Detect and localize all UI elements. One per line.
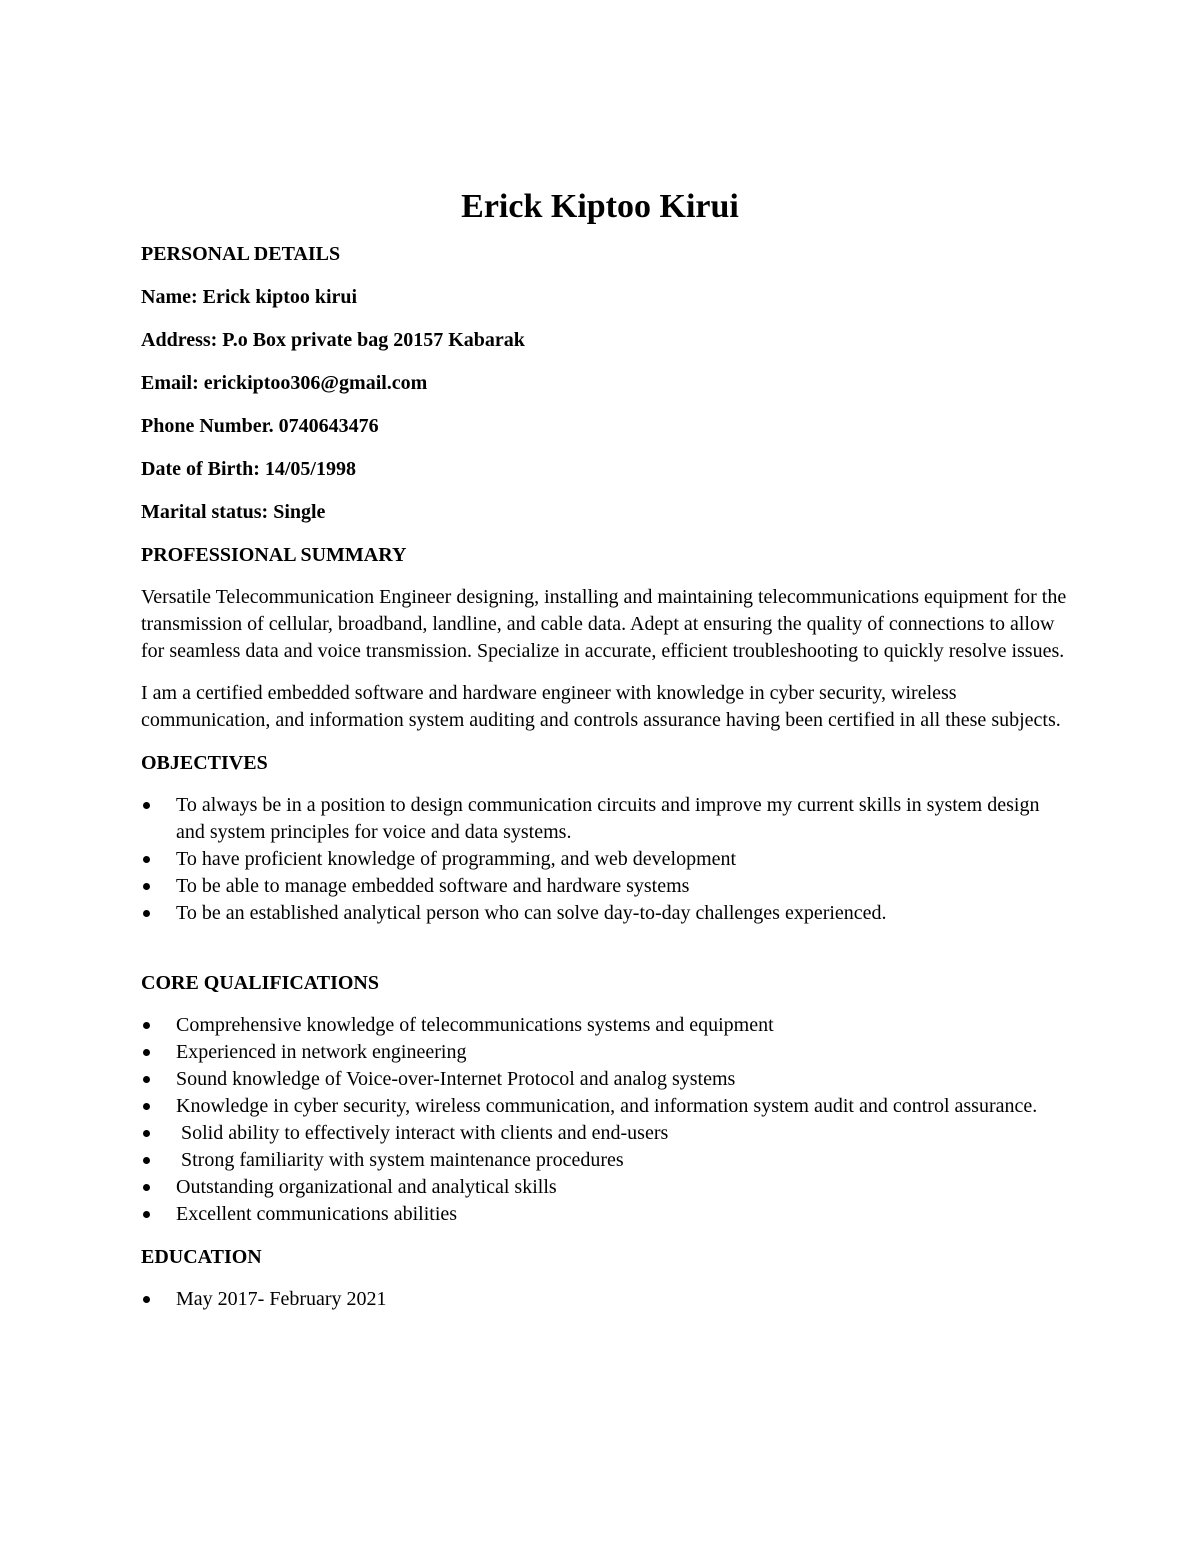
bullet-icon <box>143 802 150 809</box>
resume-body <box>141 240 1071 1313</box>
education-heading: EDUCATION <box>141 1246 262 1268</box>
bullet-icon <box>143 883 150 890</box>
bullet-icon <box>143 1211 150 1218</box>
date-of-birth-line: Date of Birth: 14/05/1998 <box>141 458 356 480</box>
objective-item <box>141 792 1071 846</box>
email-line: Email: erickiptoo306@gmail.com <box>141 372 428 394</box>
objective-text: To be an established analytical person who can solve day-to-day challenges experienced. <box>176 902 887 924</box>
qualification-text: Excellent communications abilities <box>176 1203 458 1225</box>
phone-line: Phone Number. 0740643476 <box>141 415 379 437</box>
bullet-icon <box>143 1184 150 1191</box>
name-line: Name: Erick kiptoo kirui <box>141 286 358 308</box>
qualification-text: Strong familiarity with system maintenance procedures <box>176 1149 624 1171</box>
objective-item <box>141 873 1071 900</box>
core-qualifications-heading: CORE QUALIFICATIONS <box>141 972 379 994</box>
qualification-text: Sound knowledge of Voice-over-Internet Protocol and analog systems <box>176 1068 736 1090</box>
objectives-heading: OBJECTIVES <box>141 752 268 774</box>
qualification-item <box>141 1201 1071 1228</box>
qualification-item <box>141 1066 1071 1093</box>
bullet-icon <box>143 910 150 917</box>
qualification-text: Knowledge in cyber security, wireless communication, and information system audit and control assurance. <box>176 1095 1038 1117</box>
summary-paragraph: I am a certified embedded software and hardware engineer with knowledge in cyber security, wireless communication, and information system auditing and controls assurance having been certified in all these subjects. <box>141 682 1061 731</box>
qualification-item <box>141 1093 1071 1120</box>
qualification-item <box>141 1012 1071 1039</box>
qualifications-list <box>141 1012 1071 1228</box>
bullet-icon <box>143 1130 150 1137</box>
objective-text: To always be in a position to design communication circuits and improve my current skills in system design and system principles for voice and data systems. <box>176 794 1040 843</box>
bullet-icon <box>143 1022 150 1029</box>
qualification-item <box>141 1174 1071 1201</box>
objective-text: To be able to manage embedded software and hardware systems <box>176 875 690 897</box>
qualification-text: Comprehensive knowledge of telecommunications systems and equipment <box>176 1014 774 1036</box>
bullet-icon <box>143 1157 150 1164</box>
education-text: May 2017- February 2021 <box>176 1288 387 1310</box>
qualification-item <box>141 1120 1071 1147</box>
bullet-icon <box>143 1296 150 1303</box>
qualification-item <box>141 1147 1071 1174</box>
objective-item <box>141 900 1071 927</box>
education-list <box>141 1286 1071 1313</box>
summary-paragraph: Versatile Telecommunication Engineer designing, installing and maintaining telecommunications equipment for the transmission of cellular, broadband, landline, and cable data. Adept at ensuring the quality of connections to allow for seamless data and voice transmission. Specialize in accurate, efficient troubleshooting to quickly resolve issues. <box>141 586 1067 662</box>
objective-text: To have proficient knowledge of programming, and web development <box>176 848 737 870</box>
bullet-icon <box>143 1103 150 1110</box>
resume-name-title: Erick Kiptoo Kirui <box>461 188 739 225</box>
qualification-text: Outstanding organizational and analytical skills <box>176 1176 557 1198</box>
education-item <box>141 1286 1071 1313</box>
objectives-list <box>141 792 1071 927</box>
address-line: Address: P.o Box private bag 20157 Kabarak <box>141 329 525 351</box>
qualification-text: Solid ability to effectively interact with clients and end-users <box>176 1122 669 1144</box>
bullet-icon <box>143 1076 150 1083</box>
bullet-icon <box>143 1049 150 1056</box>
personal-details-heading: PERSONAL DETAILS <box>141 243 341 265</box>
qualification-item <box>141 1039 1071 1066</box>
professional-summary-heading: PROFESSIONAL SUMMARY <box>141 544 407 566</box>
qualification-text: Experienced in network engineering <box>176 1041 467 1063</box>
objective-item <box>141 846 1071 873</box>
bullet-icon <box>143 856 150 863</box>
marital-status-line: Marital status: Single <box>141 501 326 523</box>
